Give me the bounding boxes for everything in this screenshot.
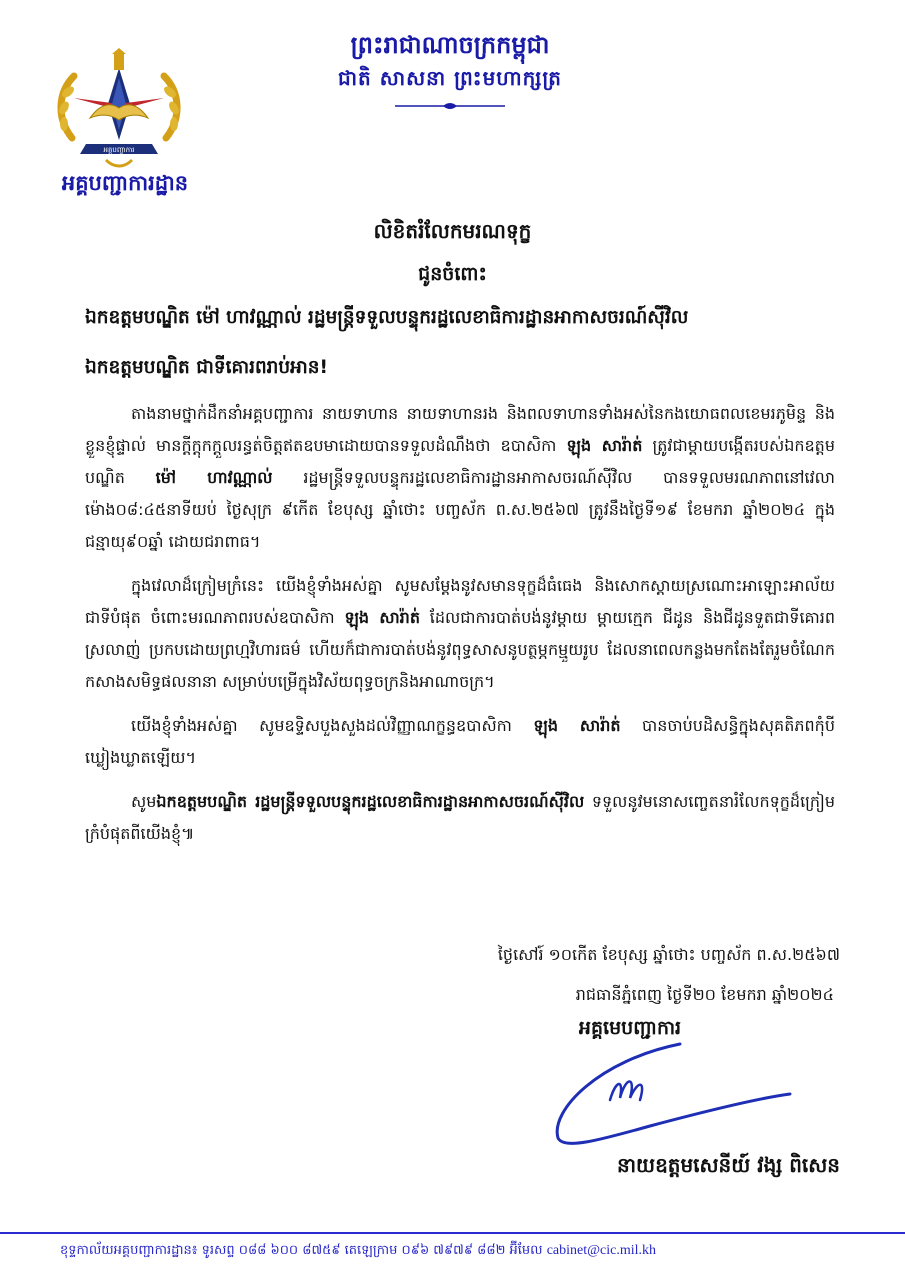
paragraph-3: យើងខ្ញុំទាំងអស់គ្នា សូមឧទ្ទិសបួងសួងដល់វិញ្ញាណក្ខន្ធឧបាសិកា ឡុង សារ៉ាត់ បានចាប់បដិសន្ធិក្នុងសុគតិភពកុំបីឃ្លៀងឃ្លាតឡើយ។ [85, 716, 835, 767]
recipient-title: ឯកឧត្តមបណ្ឌិត រដ្ឋមន្ត្រីទទួលបន្ទុករដ្ឋលេខាធិការដ្ឋានអាកាសចរណ៍ស៊ីវិល [156, 792, 585, 811]
paragraph-2: ក្នុងវេលាដ៏ក្រៀមក្រំនេះ យើងខ្ញុំទាំងអស់គ្នា សូមសម្តែងនូវសមានទុក្ខដ៏ធំធេង និងសោកស្តាយស្រណោះអាឡោះអាល័យជាទីបំផុត ចំពោះមរណភាពរបស់ឧបាសិកា ឡុង សារ៉ាត់ ដែលជាការបាត់បង់នូវម្តាយ ម្តាយក្មេក ជីដូន និងជីដូនទួតជាទីគោរពស្រលាញ់ ប្រកបដោយព្រហ្មវិហារធម៌ ហើយក៏ជាការបាត់បង់នូវពុទ្ធសាសនូបត្ថម្ភកម្មួយរូប ដែលនាពេលកន្លងមកតែងតែរួមចំណែកកសាងសមិទ្ធផលនានា សម្រាប់បម្រើក្នុងវិស័យពុទ្ធចក្រនិងអាណាចក្រ។ [85, 576, 836, 691]
recipient-line: ឯកឧត្តមបណ្ឌិត ម៉ៅ ហាវណ្ណាល់ រដ្ឋមន្ត្រីទទួលបន្ទុករដ្ឋលេខាធិការដ្ឋានអាកាសចរណ៍ស៊ីវិល [85, 307, 689, 328]
footer-divider [0, 1232, 905, 1234]
national-motto: ជាតិ សាសនា ព្រះមហាក្សត្រ [338, 66, 562, 90]
greeting-line: ឯកឧត្តមបណ្ឌិត ជាទីគោរពរាប់អាន! [85, 357, 328, 378]
signer-name: នាយឧត្តមសេនីយ៍ វង្ស ពិសេន [616, 1153, 840, 1177]
ornament-divider-icon [395, 100, 505, 112]
letter-subtitle: ជូនចំពោះ [418, 263, 487, 285]
paragraph-4: សូមឯកឧត្តមបណ្ឌិត រដ្ឋមន្ត្រីទទួលបន្ទុករដ្ឋលេខាធិការដ្ឋានអាកាសចរណ៍ស៊ីវិល ទទួលនូវមនោសញ្ចេតនារំលែកទុក្ខដ៏ក្រៀមក្រំបំផុតពីយើងខ្ញុំ៕ [85, 792, 835, 843]
letter-body [85, 398, 835, 862]
deceased-name: ឡុង សារ៉ាត់ [566, 436, 643, 455]
lunar-date: ថ្ងៃសៅរ៍ ១០កើត ខែបុស្ស ឆ្នាំថោះ បញ្ចស័ក ព.ស.២៥៦៧ [497, 945, 840, 964]
place-and-date: រាជធានីភ្នំពេញ ថ្ងៃទី២០ ខែមករា ឆ្នាំ២០២៤ [575, 985, 834, 1004]
handwritten-signature-icon [540, 1040, 800, 1150]
paragraph-1: តាងនាមថ្នាក់ដឹកនាំអគ្គបញ្ជាការ នាយទាហាន នាយទាហានរង និងពលទាហានទាំងអស់នៃកងយោធពលខេមរភូមិន្ទ និងខ្លួនខ្ញុំផ្ទាល់ មានក្តីក្តុកក្តួលរន្ធត់ចិត្តឥតឧបមាដោយបានទទួលដំណឹងថា ឧបាសិកា ឡុង សារ៉ាត់ ត្រូវជាម្តាយបង្កើតរបស់ឯកឧត្តមបណ្ឌិត ម៉ៅ ហាវណ្ណាល់ រដ្ឋមន្ត្រីទទួលបន្ទុករដ្ឋលេខាធិការដ្ឋានអាកាសចរណ៍ស៊ីវិល បានទទួលមរណភាពនៅវេលាម៉ោង០៨:៤៥នាទីយប់ ថ្ងៃសុក្រ ៩កើត ខែបុស្ស ឆ្នាំថោះ បញ្ចស័ក ព.ស.២៥៦៧ ត្រូវនឹងថ្ងៃទី១៩ ខែមករា ឆ្នាំ២០២៤ ក្នុងជន្មាយុ៩០ឆ្នាំ ដោយជរាពាធ។ [85, 404, 835, 551]
signatory-role: អគ្គមេបញ្ជាការ [578, 1017, 682, 1039]
kingdom-heading: ព្រះរាជាណាចក្រកម្ពុជា [350, 31, 550, 59]
svg-text:អគ្គបញ្ជាការ: អគ្គបញ្ជាការ [103, 146, 135, 154]
footer-email[interactable]: cabinet@cic.mil.kh [546, 1243, 656, 1258]
footer-contact: ខុទ្ទកាល័យអគ្គបញ្ជាការដ្ឋាន៖ ទូរសព្ទ ០៨៨ ៦០០ ៨៧៥៩ តេឡេក្រាម ០៩៦ ៧៩៧៩ ៨៨២ អ៊ីមែល cabinet@cic.mil.kh [60, 1243, 656, 1258]
army-emblem-icon [50, 48, 188, 174]
letter-title: លិខិតរំលែកមរណទុក្ខ [373, 219, 532, 243]
deceased-name: ឡុង សារ៉ាត់ [533, 716, 621, 735]
department-name: អគ្គបញ្ជាការដ្ឋាន [61, 171, 189, 195]
deceased-name: ឡុង សារ៉ាត់ [344, 608, 420, 627]
minister-name: ម៉ៅ ហាវណ្ណាល់ [155, 468, 273, 487]
